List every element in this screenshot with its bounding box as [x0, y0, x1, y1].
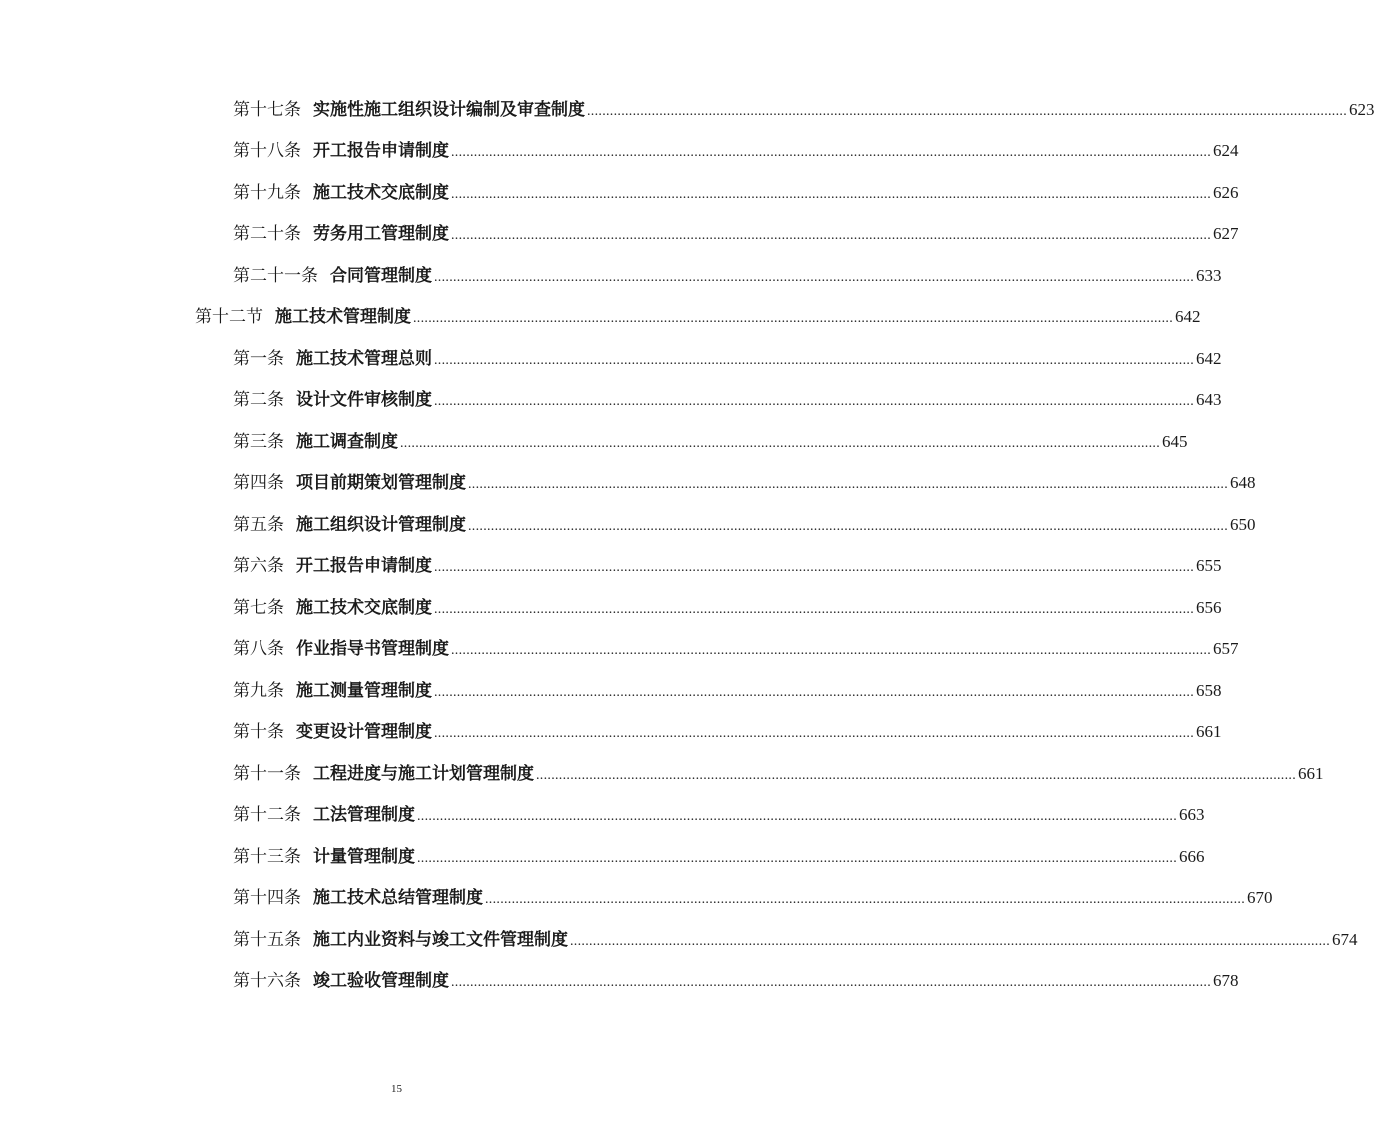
toc-dot-leader: ........................................................................................................................................................................................................ — [434, 269, 1194, 285]
toc-dot-leader: ........................................................................................................................................................................................................ — [468, 477, 1228, 493]
toc-entry-number: 第四条 — [233, 473, 284, 494]
toc-entry-page: 658 — [1196, 680, 1222, 700]
toc-entry-number: 第二条 — [233, 390, 284, 411]
toc-entry-title: 实施性施工组织设计编制及审查制度 — [313, 99, 585, 120]
toc-entry-page: 642 — [1175, 307, 1201, 327]
toc-entry-title: 施工技术交底制度 — [296, 597, 432, 618]
toc-dot-leader: ........................................................................................................................................................................................................ — [468, 518, 1228, 534]
toc-entry-number: 第十二条 — [233, 805, 301, 826]
toc-dot-leader: ........................................................................................................................................................................................................ — [451, 975, 1211, 991]
toc-entry-title: 竣工验收管理制度 — [313, 971, 449, 992]
toc-dot-leader: ........................................................................................................................................................................................................ — [451, 186, 1211, 202]
toc-article-entry[interactable] — [0, 919, 1358, 961]
toc-entry-title: 合同管理制度 — [330, 265, 432, 286]
toc-entry-page: 645 — [1162, 431, 1188, 451]
toc-entry-page: 655 — [1196, 556, 1222, 576]
toc-dot-leader: ........................................................................................................................................................................................................ — [400, 435, 1160, 451]
toc-dot-leader: ........................................................................................................................................................................................................ — [413, 311, 1173, 327]
toc-entry-page: 666 — [1179, 846, 1205, 866]
toc-entry-title: 工程进度与施工计划管理制度 — [313, 763, 534, 784]
toc-entry-number: 第十六条 — [233, 971, 301, 992]
toc-dot-leader: ........................................................................................................................................................................................................ — [451, 643, 1211, 659]
toc-entry-number: 第八条 — [233, 639, 284, 660]
toc-article-entry[interactable] — [0, 670, 1222, 712]
table-of-contents — [0, 89, 1375, 1002]
toc-entry-number: 第二十一条 — [233, 265, 318, 286]
toc-entry-number: 第十九条 — [233, 182, 301, 203]
toc-entry-number: 第十五条 — [233, 929, 301, 950]
toc-entry-number: 第六条 — [233, 556, 284, 577]
toc-entry-title: 设计文件审核制度 — [296, 390, 432, 411]
toc-entry-title: 作业指导书管理制度 — [296, 639, 449, 660]
toc-entry-title: 工法管理制度 — [313, 805, 415, 826]
toc-entry-title: 施工技术交底制度 — [313, 182, 449, 203]
toc-entry-title: 项目前期策划管理制度 — [296, 473, 466, 494]
toc-entry-number: 第一条 — [233, 348, 284, 369]
toc-section-entry[interactable] — [0, 297, 1201, 339]
toc-article-entry[interactable] — [0, 504, 1256, 546]
toc-dot-leader: ........................................................................................................................................................................................................ — [434, 560, 1194, 576]
toc-dot-leader: ........................................................................................................................................................................................................ — [434, 394, 1194, 410]
toc-entry-number: 第十八条 — [233, 141, 301, 162]
toc-entry-page: 670 — [1247, 888, 1273, 908]
toc-dot-leader: ........................................................................................................................................................................................................ — [587, 103, 1347, 119]
toc-article-entry[interactable] — [0, 836, 1205, 878]
toc-article-entry[interactable] — [0, 421, 1188, 463]
toc-entry-page: 657 — [1213, 639, 1239, 659]
toc-article-entry[interactable] — [0, 753, 1324, 795]
toc-entry-number: 第十一条 — [233, 763, 301, 784]
toc-dot-leader: ........................................................................................................................................................................................................ — [451, 228, 1211, 244]
toc-article-entry[interactable] — [0, 89, 1375, 131]
toc-dot-leader: ........................................................................................................................................................................................................ — [536, 767, 1296, 783]
toc-dot-leader: ........................................................................................................................................................................................................ — [451, 145, 1211, 161]
toc-entry-number: 第三条 — [233, 431, 284, 452]
toc-entry-page: 661 — [1298, 763, 1324, 783]
toc-dot-leader: ........................................................................................................................................................................................................ — [417, 850, 1177, 866]
toc-entry-title: 施工调查制度 — [296, 431, 398, 452]
toc-entry-title: 施工内业资料与竣工文件管理制度 — [313, 929, 568, 950]
toc-entry-title: 施工组织设计管理制度 — [296, 514, 466, 535]
toc-dot-leader: ........................................................................................................................................................................................................ — [570, 933, 1330, 949]
toc-article-entry[interactable] — [0, 587, 1222, 629]
toc-entry-page: 624 — [1213, 141, 1239, 161]
toc-entry-number: 第十条 — [233, 722, 284, 743]
toc-entry-title: 开工报告申请制度 — [313, 141, 449, 162]
toc-entry-title: 施工测量管理制度 — [296, 680, 432, 701]
toc-entry-number: 第十四条 — [233, 888, 301, 909]
toc-entry-number: 第十七条 — [233, 99, 301, 120]
toc-entry-page: 674 — [1332, 929, 1358, 949]
toc-dot-leader: ........................................................................................................................................................................................................ — [434, 352, 1194, 368]
toc-entry-title: 施工技术管理总则 — [296, 348, 432, 369]
toc-dot-leader: ........................................................................................................................................................................................................ — [434, 601, 1194, 617]
toc-article-entry[interactable] — [0, 338, 1222, 380]
toc-entry-number: 第二十条 — [233, 224, 301, 245]
page-number: 15 — [391, 1083, 402, 1095]
toc-article-entry[interactable] — [0, 546, 1222, 588]
toc-article-entry[interactable] — [0, 214, 1239, 256]
toc-entry-page: 648 — [1230, 473, 1256, 493]
toc-entry-page: 642 — [1196, 348, 1222, 368]
toc-article-entry[interactable] — [0, 961, 1239, 1003]
toc-entry-page: 626 — [1213, 182, 1239, 202]
toc-article-entry[interactable] — [0, 795, 1205, 837]
toc-entry-page: 656 — [1196, 597, 1222, 617]
toc-article-entry[interactable] — [0, 380, 1222, 422]
toc-article-entry[interactable] — [0, 172, 1239, 214]
toc-article-entry[interactable] — [0, 255, 1222, 297]
toc-article-entry[interactable] — [0, 463, 1256, 505]
toc-entry-title: 施工技术管理制度 — [275, 307, 411, 328]
toc-entry-number: 第五条 — [233, 514, 284, 535]
toc-entry-number: 第七条 — [233, 597, 284, 618]
toc-dot-leader: ........................................................................................................................................................................................................ — [434, 726, 1194, 742]
toc-entry-title: 施工技术总结管理制度 — [313, 888, 483, 909]
toc-entry-page: 633 — [1196, 265, 1222, 285]
toc-entry-number: 第九条 — [233, 680, 284, 701]
toc-entry-page: 678 — [1213, 971, 1239, 991]
toc-entry-page: 650 — [1230, 514, 1256, 534]
toc-article-entry[interactable] — [0, 712, 1222, 754]
toc-dot-leader: ........................................................................................................................................................................................................ — [485, 892, 1245, 908]
toc-dot-leader: ........................................................................................................................................................................................................ — [417, 809, 1177, 825]
toc-entry-page: 643 — [1196, 390, 1222, 410]
toc-entry-page: 623 — [1349, 99, 1375, 119]
toc-entry-page: 627 — [1213, 224, 1239, 244]
toc-entry-page: 663 — [1179, 805, 1205, 825]
toc-entry-number: 第十二节 — [195, 307, 263, 328]
toc-article-entry[interactable] — [0, 131, 1239, 173]
toc-entry-page: 661 — [1196, 722, 1222, 742]
toc-article-entry[interactable] — [0, 629, 1239, 671]
toc-article-entry[interactable] — [0, 878, 1273, 920]
toc-entry-title: 开工报告申请制度 — [296, 556, 432, 577]
toc-entry-title: 计量管理制度 — [313, 846, 415, 867]
toc-entry-number: 第十三条 — [233, 846, 301, 867]
toc-entry-title: 劳务用工管理制度 — [313, 224, 449, 245]
toc-entry-title: 变更设计管理制度 — [296, 722, 432, 743]
toc-dot-leader: ........................................................................................................................................................................................................ — [434, 684, 1194, 700]
